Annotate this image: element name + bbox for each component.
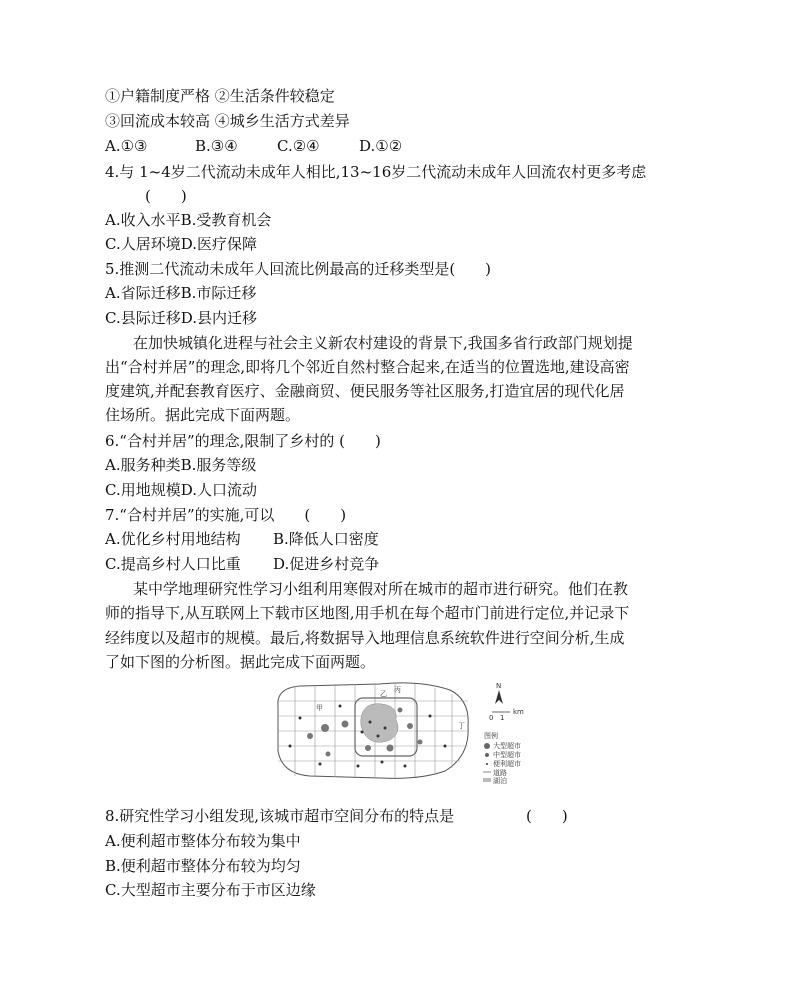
- svg-text:大型超市: 大型超市: [493, 742, 521, 750]
- q3-choice-b[interactable]: B.③④: [195, 137, 238, 155]
- supermarket-marker: [384, 727, 387, 730]
- supermarket-marker: [398, 708, 403, 713]
- supermarket-marker: [418, 740, 423, 745]
- q3-choices: [105, 136, 402, 156]
- north-arrow-icon: [495, 682, 503, 704]
- svg-text:图例: 图例: [484, 732, 498, 740]
- q6-stem: 6.“合村并居”的理念,限制了乡村的 ( ): [105, 432, 381, 450]
- q3-option-line-1: [105, 86, 335, 106]
- q6-option-a[interactable]: A.服务种类: [105, 456, 181, 474]
- q4-option-a[interactable]: A.收入水平: [105, 211, 181, 229]
- q3-option-1: ①户籍制度严格: [105, 87, 211, 105]
- supermarket-marker: [357, 765, 360, 768]
- q5-option-c[interactable]: C.县际迁移: [105, 309, 181, 327]
- q5-option-a[interactable]: A.省际迁移: [105, 284, 181, 302]
- supermarket-marker: [387, 745, 394, 752]
- svg-text:km: km: [513, 708, 524, 716]
- svg-text:湖泊: 湖泊: [493, 777, 507, 784]
- map-legend: [483, 731, 521, 784]
- q3-choice-c[interactable]: C.②④: [277, 137, 320, 155]
- q5-option-d[interactable]: D.县内迁移: [180, 309, 257, 327]
- q5-option-b[interactable]: B.市际迁移: [180, 284, 257, 302]
- q5-stem: 5.推测二代流动未成年人回流比例最高的迁移类型是( ): [105, 260, 492, 278]
- q7-stem: 7.“合村并居”的实施,可以 ( ): [105, 506, 347, 524]
- supermarket-marker: [321, 724, 329, 732]
- supermarket-marker: [326, 752, 331, 757]
- passage2-line-3: 经纬度以及超市的规模。最后,将数据导入地理信息系统软件进行空间分析,生成: [105, 629, 625, 647]
- q8-option-c[interactable]: C.大型超市主要分布于市区边缘: [105, 881, 316, 899]
- q6-options-ab: [105, 455, 256, 475]
- q6-options-cd: [105, 480, 257, 500]
- supermarket-marker: [342, 721, 349, 728]
- supermarket-marker: [377, 735, 380, 738]
- passage2-line-2: 师的指导下,从互联网上下载市区地图,用手机在每个超市门前进行定位,并记录下: [105, 604, 630, 622]
- q8-stem: 8.研究性学习小组发现,该城市超市空间分布的特点是: [105, 807, 455, 825]
- q3-option-2: ②生活条件较稳定: [214, 87, 335, 105]
- supermarket-marker: [299, 717, 302, 720]
- svg-text:中型超市: 中型超市: [493, 751, 521, 759]
- q3-choice-d[interactable]: D.①②: [359, 137, 403, 155]
- map-label-bing: 丙: [394, 686, 401, 694]
- supermarket-marker: [404, 765, 407, 768]
- map-label-ding: 丁: [458, 722, 465, 730]
- q4-stem: 4.与 1~4岁二代流动未成年人相比,13~16岁二代流动未成年人回流农村更多考虑: [105, 163, 647, 181]
- passage1-line-1: 在加快城镇化进程与社会主义新农村建设的背景下,我国多省行政部门规划提: [133, 334, 633, 352]
- q3-option-3: ③回流成本较高: [105, 112, 211, 130]
- q7-option-c[interactable]: C.提高乡村人口比重: [105, 555, 241, 573]
- supermarket-marker: [444, 745, 447, 748]
- svg-text:1: 1: [500, 714, 505, 722]
- passage2-line-1: 某中学地理研究性学习小组利用寒假对所在城市的超市进行研究。他们在教: [133, 580, 629, 598]
- supermarket-marker: [319, 763, 322, 766]
- q3-choice-a[interactable]: A.①③: [105, 137, 148, 155]
- svg-text:道路: 道路: [493, 769, 507, 777]
- svg-text:0: 0: [489, 714, 494, 722]
- q4-option-c[interactable]: C.人居环境: [105, 235, 181, 253]
- supermarket-marker: [339, 705, 342, 708]
- scale-bar: [489, 708, 524, 722]
- q7-option-b[interactable]: B.降低人口密度: [273, 530, 379, 548]
- q7-option-d[interactable]: D.促进乡村竞争: [273, 555, 380, 573]
- q4-option-b[interactable]: B.受教育机会: [180, 211, 272, 229]
- q4-options-cd: [105, 234, 257, 254]
- q5-options-cd: [105, 308, 257, 328]
- q5-options-ab: [105, 283, 256, 303]
- q6-option-c[interactable]: C.用地规模: [105, 481, 181, 499]
- svg-text:N: N: [496, 682, 502, 690]
- q8-option-b[interactable]: B.便利超市整体分布较为均匀: [105, 857, 301, 875]
- passage2-line-4: 了如下图的分析图。据此完成下面两题。: [105, 653, 376, 671]
- q4-options-ab: [105, 210, 271, 230]
- supermarket-marker: [381, 761, 384, 764]
- map-label-yi: 乙: [380, 690, 387, 698]
- supermarket-marker: [307, 733, 313, 739]
- q6-option-b[interactable]: B.服务等级: [180, 456, 257, 474]
- q3-option-line-2: [105, 111, 350, 131]
- supermarket-marker: [365, 745, 371, 751]
- q7-options-ab: [105, 529, 379, 549]
- q8-blank: ( ): [526, 807, 568, 825]
- q6-option-d[interactable]: D.人口流动: [180, 481, 257, 499]
- q8-option-a[interactable]: A.便利超市整体分布较为集中: [105, 832, 301, 850]
- supermarket-marker: [289, 745, 292, 748]
- q7-options-cd: [105, 554, 379, 574]
- passage1-line-3: 度建筑,并配套教育医疗、金融商贸、便民服务等社区服务,打造宜居的现代化居: [105, 382, 625, 400]
- q7-option-a[interactable]: A.优化乡村用地结构: [105, 530, 241, 548]
- q3-option-4: ④城乡生活方式差异: [214, 112, 350, 130]
- q4-option-d[interactable]: D.医疗保障: [180, 235, 257, 253]
- supermarket-marker: [361, 731, 364, 734]
- svg-text:便利超市: 便利超市: [493, 760, 521, 768]
- supermarket-distribution-map: [270, 676, 534, 784]
- map-label-jia: 甲: [316, 704, 323, 712]
- supermarket-marker: [407, 723, 413, 729]
- supermarket-marker: [429, 715, 432, 718]
- passage1-line-2: 出“合村并居”的理念,即将几个邻近自然村整合起来,在适当的位置选地,建设高密: [105, 358, 630, 376]
- supermarket-marker: [369, 721, 372, 724]
- q4-blank: ( ): [145, 187, 187, 205]
- passage1-line-4: 住场所。据此完成下面两题。: [105, 406, 301, 424]
